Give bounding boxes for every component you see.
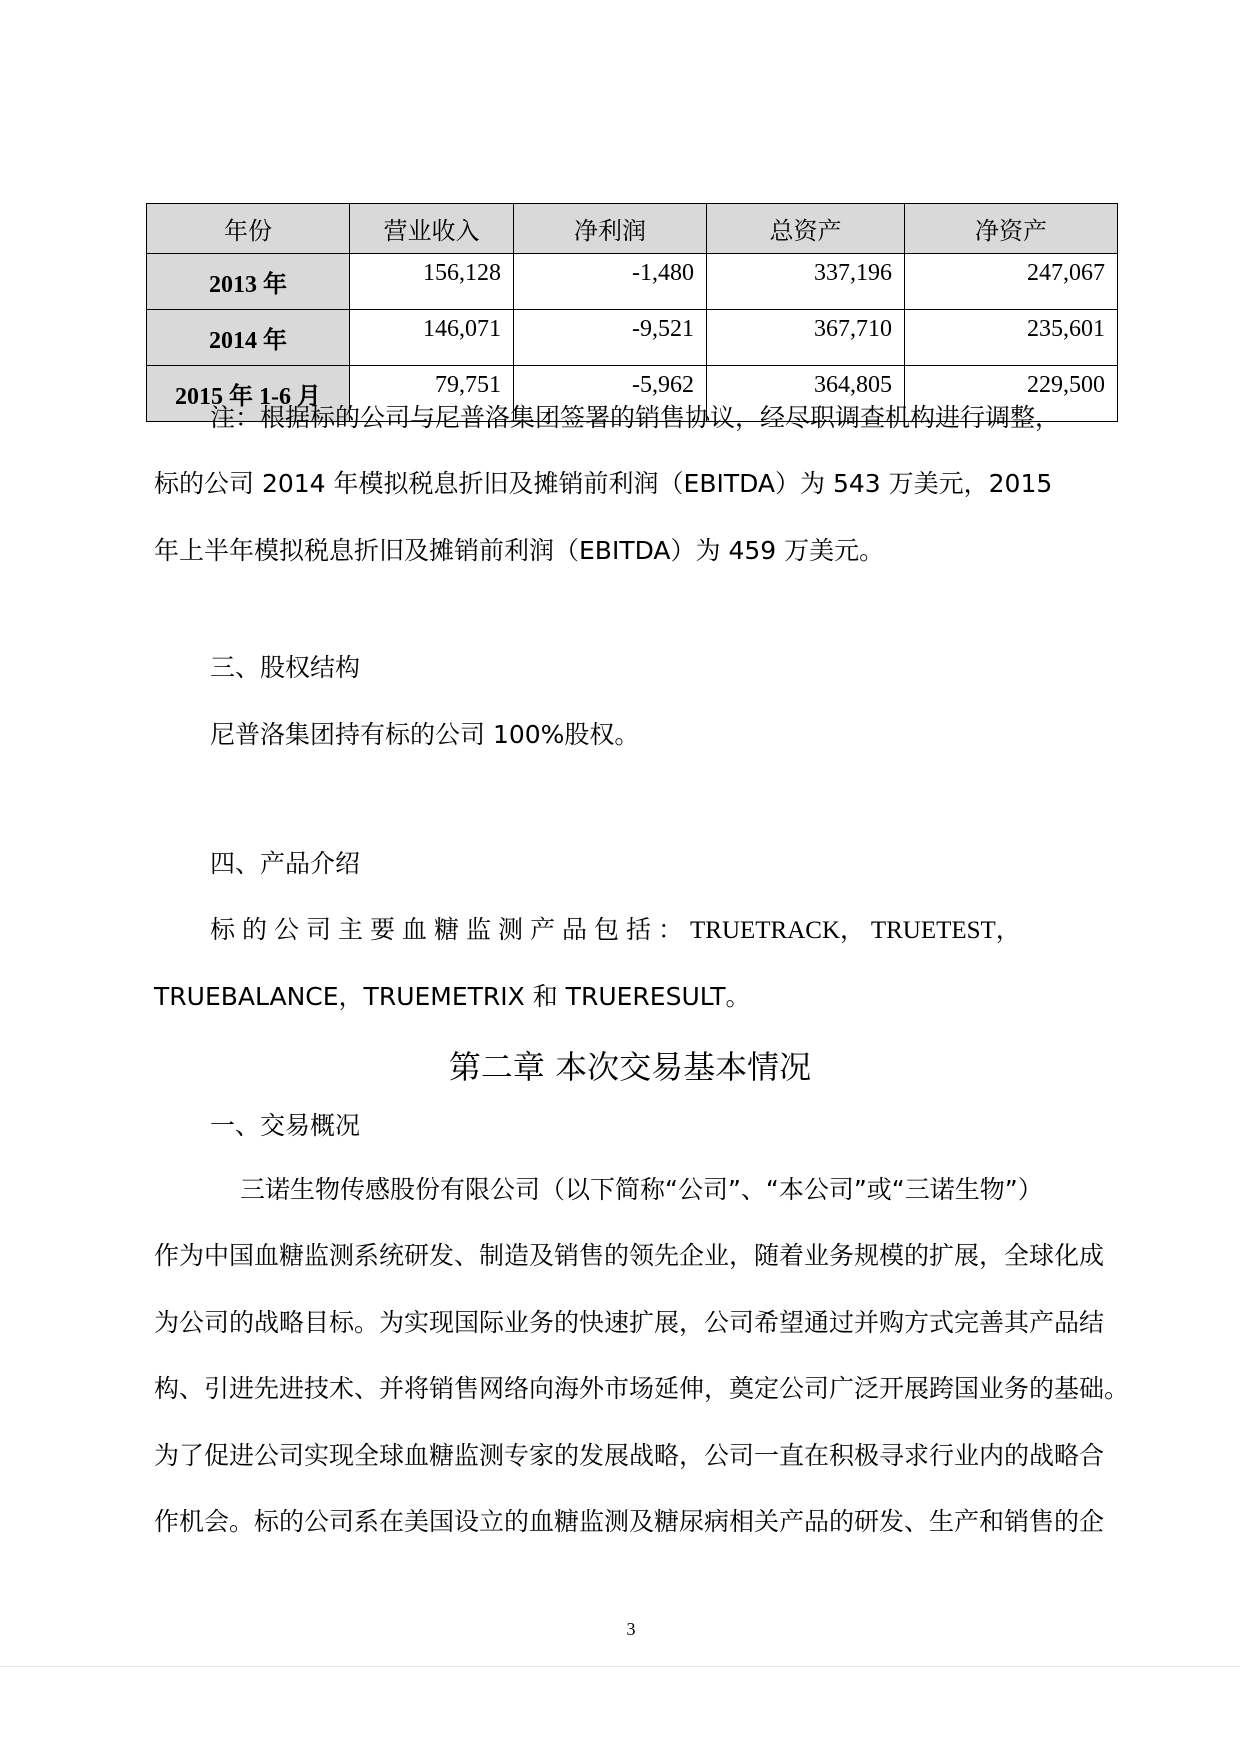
section-heading-products: 四、产品介绍 — [210, 849, 361, 878]
cell-net-assets: 229,500 — [905, 366, 1118, 422]
cell-year: 2015 年 1-6 月 — [147, 366, 350, 422]
table-row — [147, 310, 1118, 366]
header-revenue: 营业收入 — [350, 204, 514, 254]
header-year: 年份 — [147, 204, 350, 254]
paragraph-line: 为了促进公司实现全球血糖监测专家的发展战略，公司一直在积极寻求行业内的战略合 — [154, 1441, 1105, 1470]
cell-net-profit: -9,521 — [514, 310, 707, 366]
paragraph-line: 构、引进先进技术、并将销售网络向海外市场延伸，奠定公司广泛开展跨国业务的基础。 — [154, 1374, 1130, 1403]
cell-total-assets: 337,196 — [707, 254, 905, 310]
paragraph-line: 作为中国血糖监测系统研发、制造及销售的领先企业，随着业务规模的扩展，全球化成 — [154, 1241, 1105, 1270]
page-number: 3 — [626, 1619, 636, 1639]
header-net-assets: 净资产 — [905, 204, 1118, 254]
equity-paragraph: 尼普洛集团持有标的公司 100%股权。 — [210, 720, 640, 749]
note-line-1: 注：根据标的公司与尼普洛集团签署的销售协议，经尽职调查机构进行调整， — [210, 403, 1061, 432]
products-line-1 — [210, 914, 1021, 947]
cell-net-profit: -5,962 — [514, 366, 707, 422]
cell-revenue: 156,128 — [350, 254, 514, 310]
products-line-2: TRUEBALANCE，TRUEMETRIX 和 TRUERESULT。 — [154, 982, 751, 1011]
cell-total-assets: 367,710 — [707, 310, 905, 366]
header-net-profit: 净利润 — [514, 204, 707, 254]
paragraph-line: 为公司的战略目标。为实现国际业务的快速扩展，公司希望通过并购方式完善其产品结 — [154, 1308, 1105, 1337]
cell-revenue: 79,751 — [350, 366, 514, 422]
financial-table — [146, 203, 1118, 422]
paragraph-line: 作机会。标的公司系在美国设立的血糖监测及糖尿病相关产品的研发、生产和销售的企 — [154, 1507, 1105, 1536]
products-list-1: TRUETRACK， TRUETEST， — [690, 917, 1021, 944]
table-row — [147, 254, 1118, 310]
cell-net-assets: 235,601 — [905, 310, 1118, 366]
header-total-assets: 总资产 — [707, 204, 905, 254]
cell-net-assets: 247,067 — [905, 254, 1118, 310]
note-line-3: 年上半年模拟税息折旧及摊销前利润（EBITDA）为 459 万美元。 — [154, 536, 885, 565]
note-line-2: 标的公司 2014 年模拟税息折旧及摊销前利润（EBITDA）为 543 万美元，2015 — [154, 469, 1053, 498]
cell-year: 2014 年 — [147, 310, 350, 366]
cell-net-profit: -1,480 — [514, 254, 707, 310]
page-bottom-divider — [0, 1666, 1240, 1667]
cell-revenue: 146,071 — [350, 310, 514, 366]
section-heading-overview: 一、交易概况 — [210, 1111, 361, 1140]
cell-year: 2013 年 — [147, 254, 350, 310]
paragraph-line: 三诺生物传感股份有限公司（以下简称“公司”、“本公司”或“三诺生物”） — [240, 1175, 1043, 1204]
table-header-row — [147, 204, 1118, 254]
chapter-title: 第二章 本次交易基本情况 — [448, 1048, 812, 1086]
section-heading-equity: 三、股权结构 — [210, 653, 361, 682]
products-intro: 标的公司主要血糖监测产品包括： — [210, 915, 691, 944]
cell-total-assets: 364,805 — [707, 366, 905, 422]
